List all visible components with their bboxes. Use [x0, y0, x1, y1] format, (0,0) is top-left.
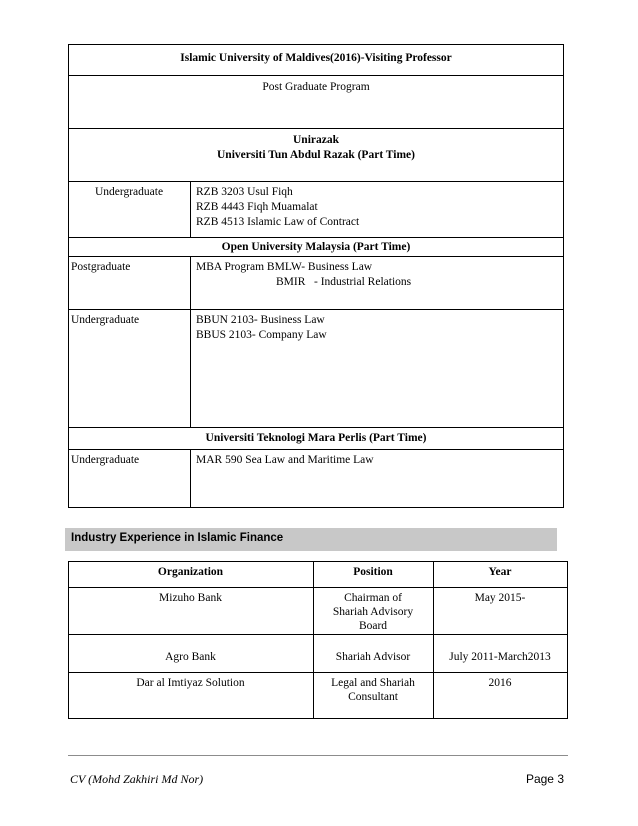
- table-border: [68, 672, 568, 673]
- course-item: MAR 590 Sea Law and Maritime Law: [196, 454, 374, 466]
- course-item: RZB 4513 Islamic Law of Contract: [196, 216, 360, 228]
- organization-cell: Agro Bank: [165, 651, 216, 663]
- program-label: Post Graduate Program: [262, 81, 370, 93]
- section-heading-bar: [65, 528, 557, 551]
- table-border: [68, 309, 564, 310]
- table-border: [68, 75, 564, 76]
- position-cell: Shariah Advisor: [335, 651, 411, 663]
- year-cell: May 2015-: [474, 592, 526, 604]
- table-border: [68, 634, 568, 635]
- course-item: MBA Program BMLW- Business Law: [196, 261, 373, 273]
- table-border: [68, 237, 564, 238]
- level-label: Undergraduate: [71, 454, 140, 466]
- level-label: Postgraduate: [71, 261, 131, 273]
- institution-heading: Unirazak: [293, 134, 339, 146]
- year-cell: 2016: [488, 677, 512, 689]
- position-cell: Consultant: [348, 691, 398, 703]
- table-border: [68, 181, 564, 182]
- footer-page-number: Page 3: [525, 772, 564, 786]
- table-border: [190, 449, 191, 507]
- course-item: BMIR - Industrial Relations: [276, 276, 412, 288]
- table-border: [190, 181, 191, 237]
- organization-cell: Dar al Imtiyaz Solution: [136, 677, 245, 689]
- column-header-organization: Organization: [157, 566, 224, 578]
- table-border: [433, 561, 434, 719]
- table-border: [68, 256, 564, 257]
- position-cell: Board: [358, 620, 388, 632]
- course-item: RZB 3203 Usul Fiqh: [196, 186, 293, 198]
- position-cell: Shariah Advisory: [332, 606, 414, 618]
- table-border: [68, 561, 69, 719]
- organization-cell: Mizuho Bank: [159, 592, 222, 604]
- level-label: Undergraduate: [94, 186, 164, 198]
- footer-divider: [68, 755, 568, 756]
- table-border: [68, 507, 564, 508]
- table-border: [190, 256, 191, 427]
- position-cell: Legal and Shariah: [331, 677, 415, 689]
- institution-heading: Universiti Teknologi Mara Perlis (Part Time): [205, 432, 427, 444]
- table-border: [567, 561, 568, 719]
- table-border: [68, 718, 568, 719]
- institution-heading: Islamic University of Maldives(2016)-Visiting Professor: [180, 52, 452, 64]
- column-header-position: Position: [353, 566, 393, 578]
- year-cell: July 2011-March2013: [449, 651, 551, 663]
- footer-cv-name: CV (Mohd Zakhiri Md Nor): [70, 772, 204, 786]
- section-heading: Industry Experience in Islamic Finance: [71, 532, 284, 544]
- table-border: [68, 427, 564, 428]
- course-item: BBUN 2103- Business Law: [196, 314, 325, 326]
- column-header-year: Year: [488, 566, 512, 578]
- table-border: [68, 449, 564, 450]
- table-border: [68, 561, 568, 562]
- course-item: BBUS 2103- Company Law: [196, 329, 327, 341]
- position-cell: Chairman of: [344, 592, 402, 604]
- level-label: Undergraduate: [71, 314, 140, 326]
- table-border: [68, 128, 564, 129]
- course-item: RZB 4443 Fiqh Muamalat: [196, 201, 318, 213]
- table-border: [68, 587, 568, 588]
- institution-heading: Open University Malaysia (Part Time): [221, 241, 411, 253]
- table-border: [68, 44, 564, 45]
- institution-heading: Universiti Tun Abdul Razak (Part Time): [217, 149, 415, 161]
